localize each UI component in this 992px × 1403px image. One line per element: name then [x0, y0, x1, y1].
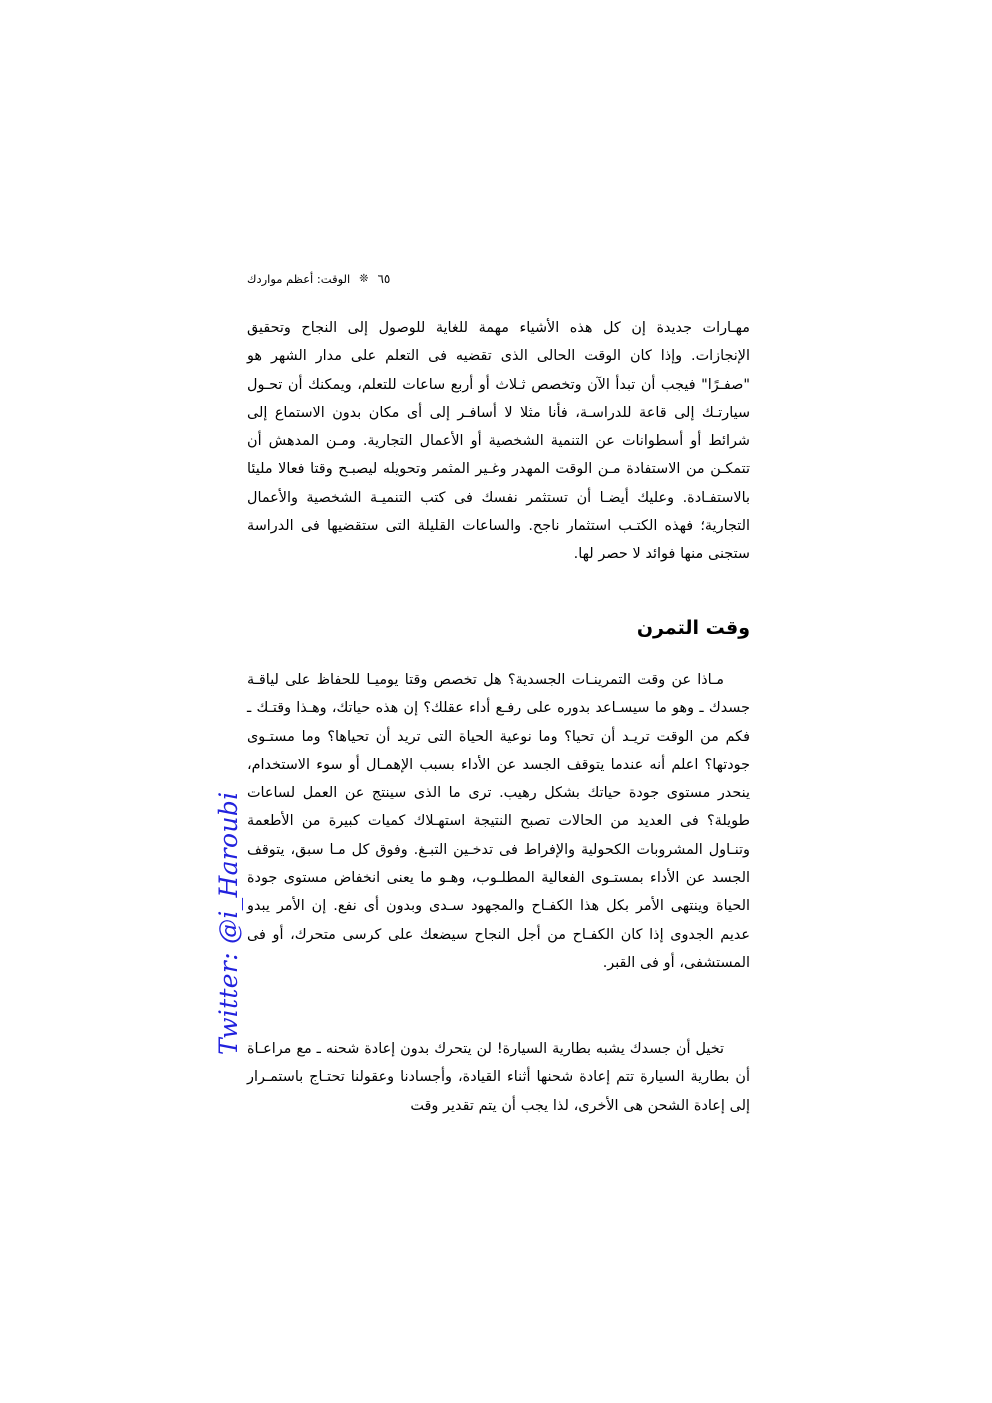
page-number: ٦٥: [377, 272, 391, 286]
paragraph-three-block: [247, 1035, 750, 1120]
paragraph-three: تخيل أن جسدك يشبه بطارية السيارة! لن يتحرك بدون إعادة شحنه ـ مع مراعـاة أن بطارية السيارة تتم إعادة شحنها أثناء القيادة، وأجسادنا وعقولنا تحتـاج باستمـرار إلى إعادة الشحن هى الأخرى، لذا يجب أن يتم تقدير وقت: [247, 1041, 750, 1114]
section-heading: [247, 617, 750, 639]
paragraph-one: مهـارات جديدة إن كل هذه الأشياء مهمة للغاية للوصول إلى النجاح وتحقيق الإنجازات. وإذا كان الوقت الحالى الذى تقضيه فى التعلم على مدار الشهر هو "صفـرًا" فيجب أن تبدأ الآن وتخصص ثـلاث أو أربع ساعات للتعلم، ويمكنك أن تحـول سيارتـك إلى قاعة للدراسـة، فأنا مثلا لا أسافـر إلى أى مكان بدون الاستماع إلى شرائط أو أسطوانات عن التنمية الشخصية أو الأعمال التجارية. ومـن المدهش أن تتمكـن من الاستفادة مـن الوقت المهدر وغـير المثمر وتحويله ليصبـح وقتا فعالا مليئا بالاستفـادة. وعليك أيضـا أن تستثمر نفسك فى كتب التنميـة الشخصية والأعمال التجارية؛ فهذه الكتـب استثمار ناجح. والساعات القليلة التى ستقضيها فى الدراسة ستجنى منها فوائد لا حصر لها.: [247, 320, 750, 563]
twitter-watermark: Twitter: @i_Haroubi: [214, 791, 243, 1055]
ornament-icon: ❊: [359, 271, 369, 285]
paragraph-one-block: [247, 314, 750, 569]
paragraph-two: مـاذا عن وقت التمرينـات الجسدية؟ هل تخصص وقتا يوميـا للحفاظ على لياقـة جسدك ـ وهو ما سيسـاعد بدوره على رفـع أداء عقلك؟ إن هذه حياتك، وهـذا وقتـك ـ فكم من الوقت تريـد أن تحيا؟ وما نوعية الحياة التى تريد أن تحياها؟ وما مستـوى جودتها؟ اعلم أنه عندما يتوقف الجسد عن الأداء بسبب الإهمـال أو سوء الاستخدام، ينحدر مستوى جودة حياتك بشكل رهيب. ترى ما الذى سينتج عن العمل لساعات طويلة؟ فى العديد من الحالات تصبح النتيجة استهـلاك كميات كبيرة من الأطعمة وتنـاول المشروبات الكحولية والإفراط فى تدخـين التبـغ. وفوق كل مـا سبق، يتوقف الجسد عن الأداء بمستـوى الفعالية المطلـوب، وهـو ما يعنى انخفاض مستوى جودة الحياة وينتهى الأمر بكل هذا الكفـاح والمجهود سـدى وبدون أى نفع. إن الأمر يبدو عديم الجدوى إذا كان الكفـاح من أجل النجاح سيضعك على كرسى متحرك، أو فى المستشفى، أو فى القبر.: [247, 672, 750, 971]
running-header: [247, 268, 750, 290]
section-heading-text: وقت التمرن: [636, 617, 750, 639]
header-title: الوقت: أعظم مواردك: [247, 272, 351, 286]
paragraph-two-block: [247, 666, 750, 977]
